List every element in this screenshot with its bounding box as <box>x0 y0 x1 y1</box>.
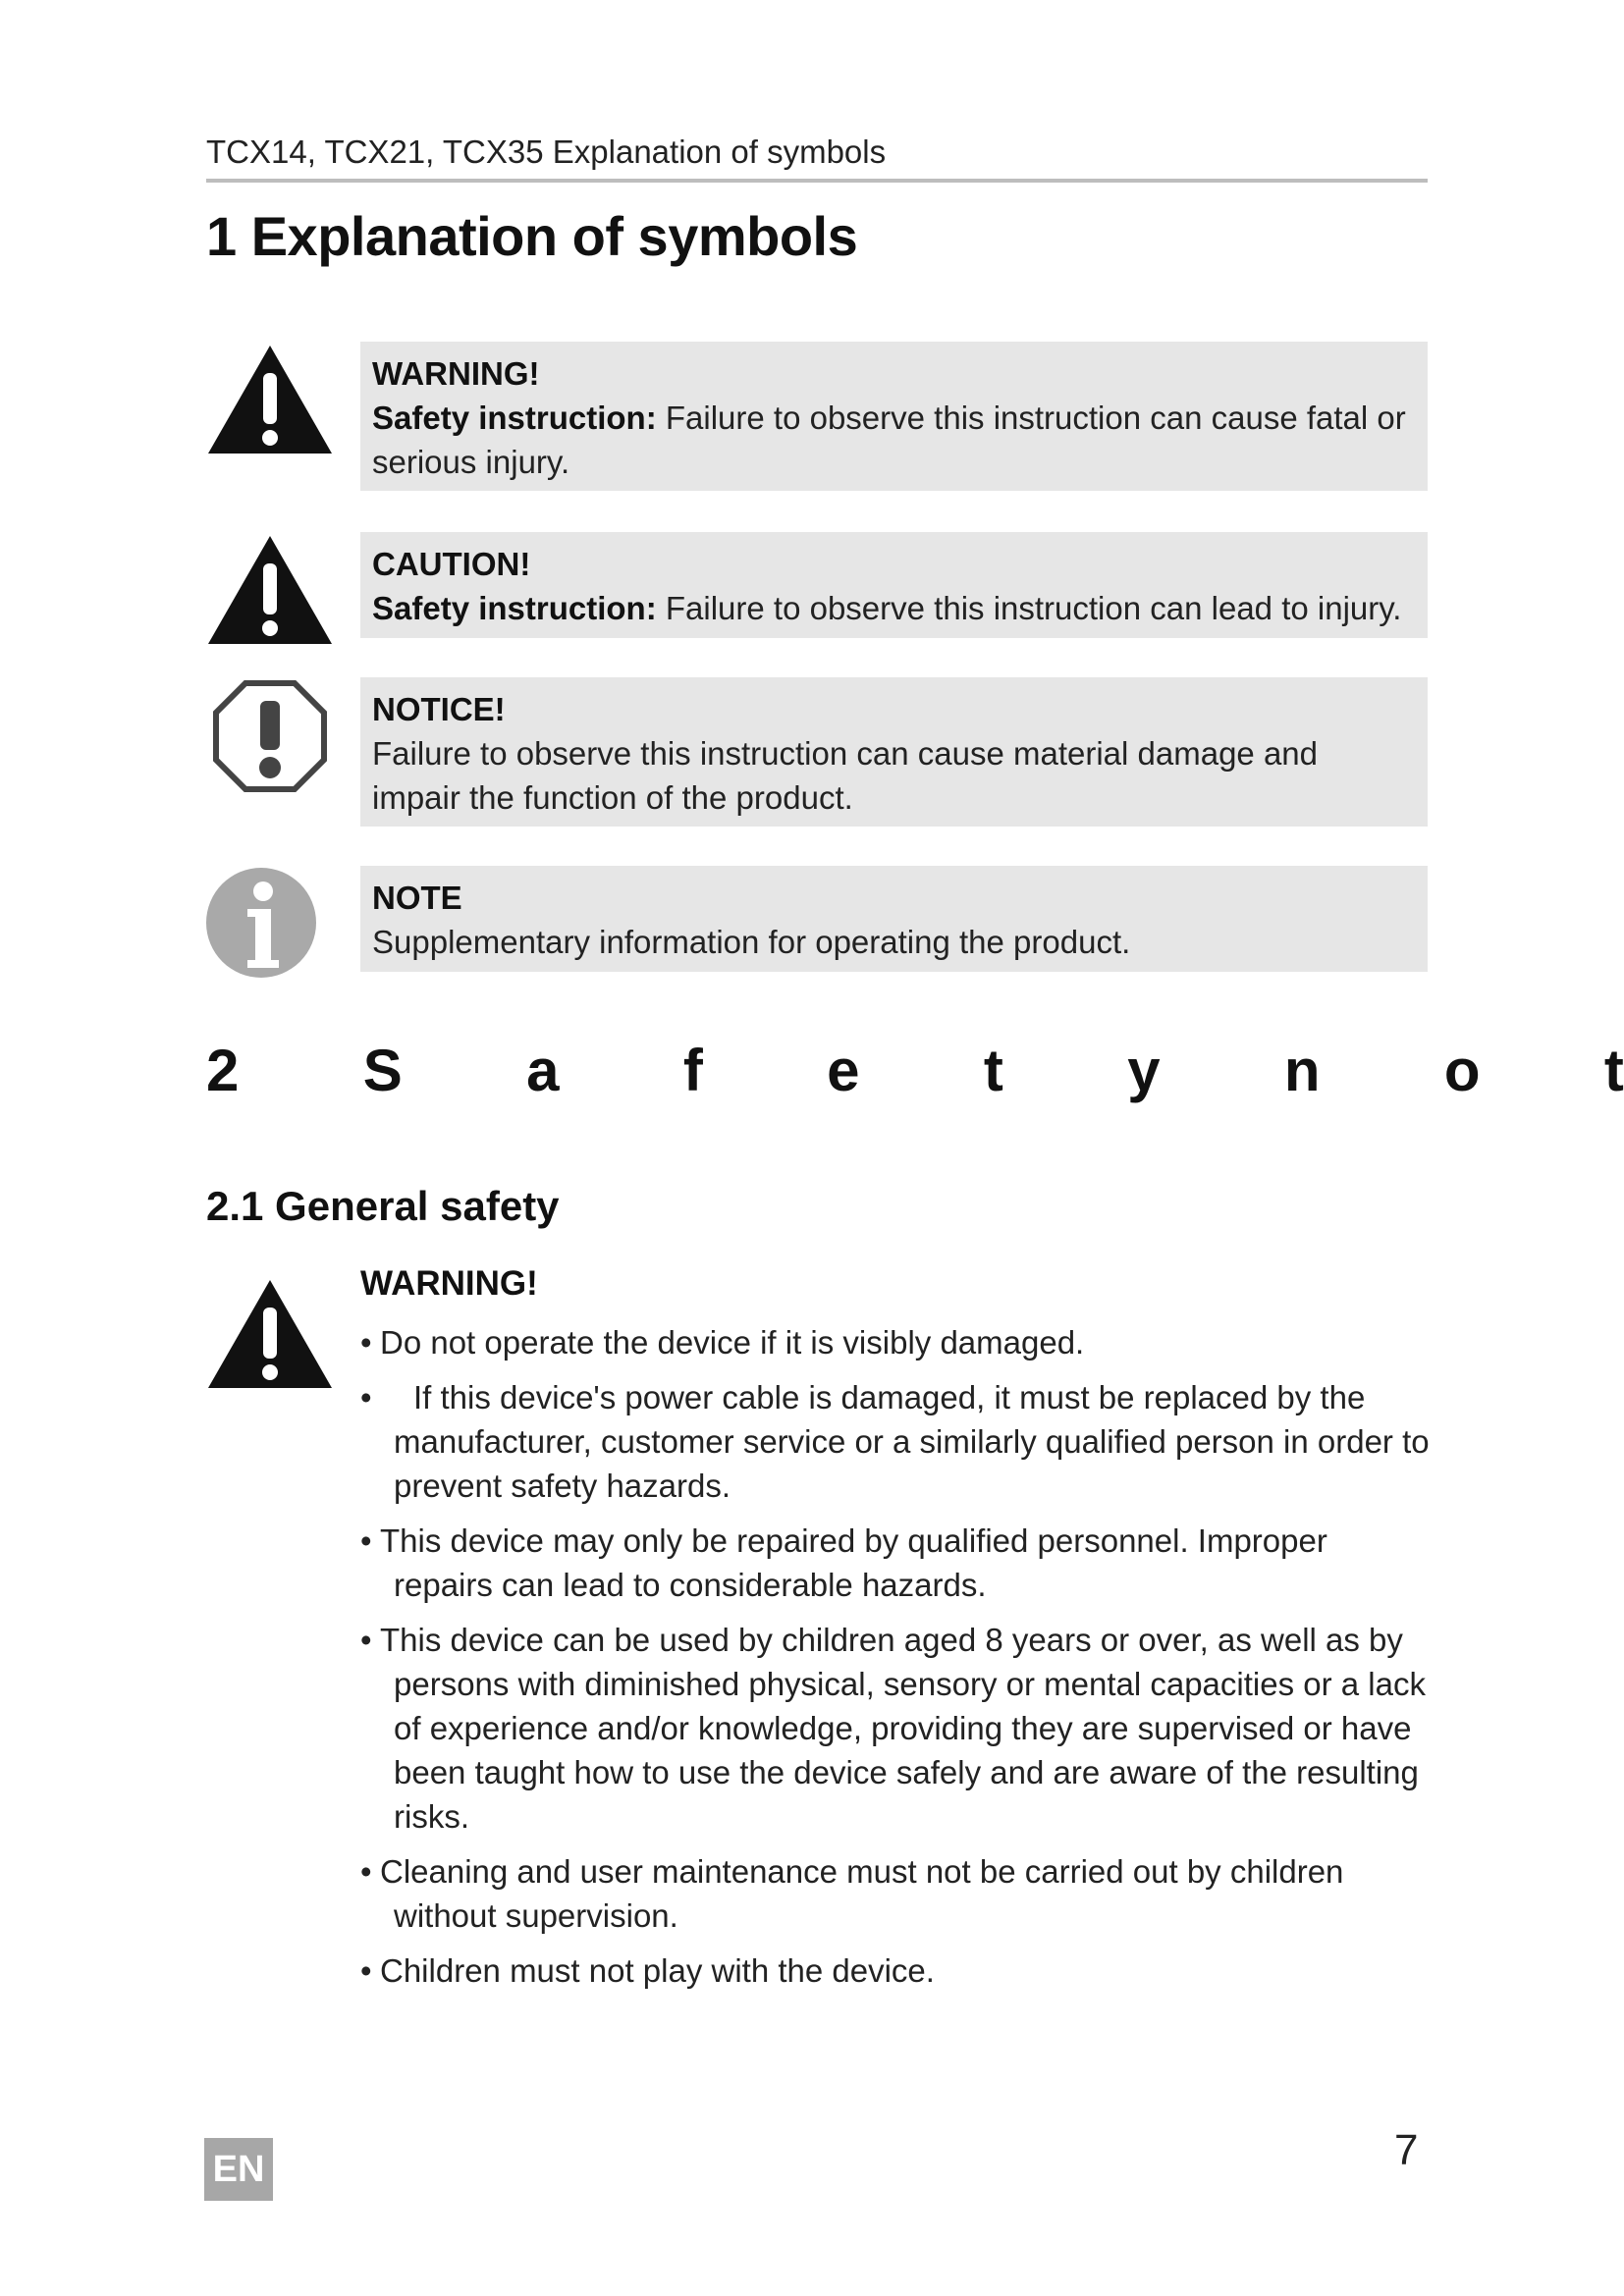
warning-notice-box <box>360 342 1428 491</box>
title-letter: t <box>1603 1038 1624 1103</box>
bullet-text: Do not operate the device if it is visibly damaged. <box>380 1324 1085 1361</box>
title-letter: f <box>682 1038 703 1103</box>
language-badge: EN <box>204 2138 273 2201</box>
notice-title: NOTICE! <box>372 691 506 727</box>
warning-title: WARNING! <box>360 1264 538 1303</box>
notice-body: Failure to observe this instruction can cause fatal or serious injury. <box>372 400 1406 480</box>
notice-notice-box <box>360 677 1428 827</box>
list-item: • Children must not play with the device. <box>360 1952 935 1989</box>
title-letter: n <box>1283 1038 1321 1103</box>
notice-body: Failure to observe this instruction can lead to injury. <box>656 590 1402 626</box>
title-letter: 2 <box>206 1038 240 1103</box>
subsection-title: 2.1 General safety <box>206 1183 560 1229</box>
title-letter: o <box>1443 1038 1481 1103</box>
notice-lead: Safety instruction: <box>372 590 657 626</box>
title-letter: a <box>526 1038 560 1103</box>
list-item: • This device may only be repaired by qualified personnel. Improper repairs can lead to considerable hazards. <box>360 1522 1327 1603</box>
list-item: • Do not operate the device if it is visibly damaged. <box>360 1324 1085 1361</box>
bullet-text: If this device's power cable is damaged, it must be replaced by the manufacturer, customer service or a similarly qualified person in order to prevent safety hazards. <box>394 1379 1430 1504</box>
list-item: • If this device's power cable is damaged, it must be replaced by the manufacturer, customer service or a similarly qualified person in order to prevent safety hazards. <box>360 1379 1430 1504</box>
warning-triangle-icon <box>206 342 334 459</box>
bullet-text: This device can be used by children aged 8 years or over, as well as by persons with diminished physical, sensory or mental capacities or a lack of experience and/or knowledge, providing they are supervised or have been taught how to use the device safely and are aware of the resulting risks. <box>380 1622 1426 1835</box>
notice-body: Failure to observe this instruction can cause material damage and impair the function of the product. <box>372 735 1319 816</box>
page-number: 7 <box>1394 2126 1419 2174</box>
title-letter: t <box>983 1038 1003 1103</box>
caution-triangle-icon <box>206 532 334 650</box>
safety-bullet-list <box>360 1320 1431 2003</box>
bullet-text: Cleaning and user maintenance must not be carried out by children without supervision. <box>380 1853 1344 1934</box>
notice-lead: Safety instruction: <box>372 400 657 436</box>
list-item: • This device can be used by children aged 8 years or over, as well as by persons with diminished physical, sensory or mental capacities or a lack of experience and/or knowledge, providing they are supervised or have been taught how to use the device safely and are aware of the resulting risks. <box>360 1622 1426 1835</box>
notice-title: NOTE <box>372 880 462 916</box>
title-letter: e <box>827 1038 860 1103</box>
notice-text <box>372 396 1414 484</box>
notice-text <box>372 586 1414 630</box>
notice-title: WARNING! <box>372 355 540 392</box>
warning-triangle-icon <box>206 1276 334 1394</box>
list-item: • Cleaning and user maintenance must not be carried out by children without supervision. <box>360 1853 1344 1934</box>
section-2-title <box>206 1037 1624 1104</box>
caution-notice-box <box>360 532 1428 638</box>
note-notice-box <box>360 866 1428 972</box>
bullet-text: Children must not play with the device. <box>380 1952 935 1989</box>
title-letter: S <box>362 1038 403 1103</box>
title-letter: y <box>1127 1038 1161 1103</box>
notice-octagon-icon <box>206 677 334 795</box>
info-circle-icon <box>206 866 334 984</box>
bullet-text: This device may only be repaired by qualified personnel. Improper repairs can lead to considerable hazards. <box>380 1522 1327 1603</box>
notice-body: Supplementary information for operating the product. <box>372 924 1131 960</box>
running-header: TCX14, TCX21, TCX35 Explanation of symbols <box>206 133 1428 183</box>
notice-title: CAUTION! <box>372 546 531 582</box>
section-1-title: 1 Explanation of symbols <box>206 205 858 267</box>
